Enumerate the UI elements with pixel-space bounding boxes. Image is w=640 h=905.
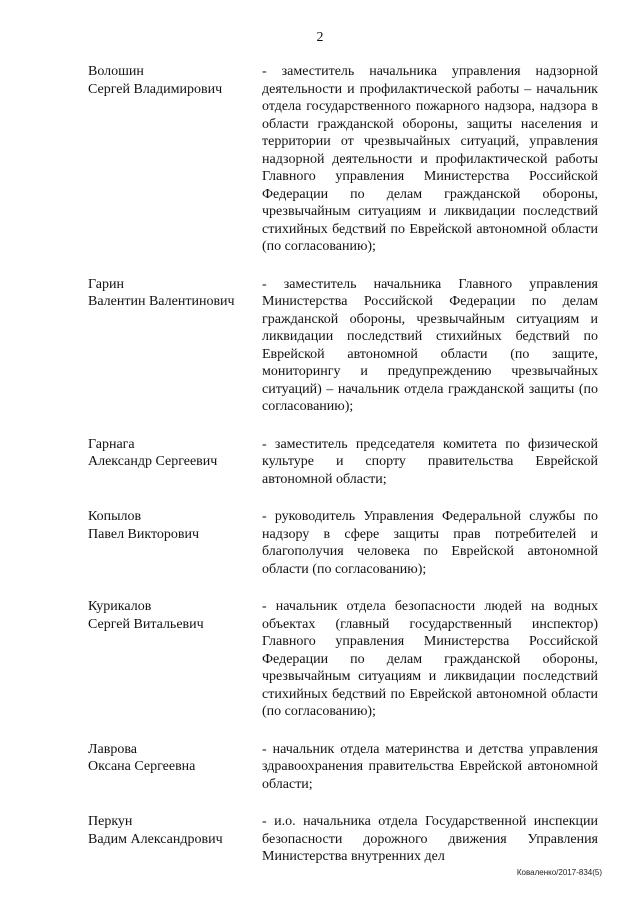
member-surname: Лаврова — [88, 741, 137, 757]
member-position: - начальник отдела материнства и детства управления здравоохранения правительства Еврейской автономной области; — [262, 741, 598, 792]
member-given-name: Валентин Валентинович — [88, 294, 235, 309]
member-entry — [88, 63, 598, 256]
member-position: - заместитель председателя комитета по физической культуре и спорту правительства Еврейской автономной области; — [262, 436, 598, 487]
member-entry — [88, 508, 598, 578]
member-list — [88, 63, 598, 886]
member-position: - заместитель начальника управления надзорной деятельности и профилактической работы – начальник отдела государственного пожарного надзора, надзора в области гражданской обороны, защиты населения и территории от чрезвычайных ситуаций, управления надзорной деятельности и профилактической работы Главного управления Министерства Российской Федерации по делам гражданской обороны, чрезвычайным ситуациям и ликвидации последствий стихийных бедствий по Еврейской автономной области (по согласованию); — [262, 64, 598, 254]
member-name — [88, 276, 262, 311]
member-surname: Копылов — [88, 509, 142, 524]
member-surname: Перкун — [88, 814, 133, 829]
member-entry — [88, 813, 598, 866]
member-given-name: Сергей Владимирович — [88, 81, 223, 97]
member-entry — [88, 598, 598, 721]
member-name — [88, 741, 262, 776]
member-given-name: Вадим Александрович — [88, 831, 223, 847]
member-name — [88, 436, 262, 471]
member-surname: Волошин — [88, 64, 144, 79]
page-number: 2 — [316, 30, 324, 45]
member-position: - начальник отдела безопасности людей на водных объектах (главный государственный инспектор) Главного управления Министерства Российской Федерации по делам гражданской обороны, чрезвычайным ситуациям и ликвидации последствий стихийных бедствий по Еврейской автономной области (по согласованию); — [262, 599, 598, 719]
member-surname: Гарнага — [88, 436, 135, 452]
member-given-name: Сергей Витальевич — [88, 616, 204, 632]
member-name — [88, 598, 262, 633]
member-entry — [88, 436, 598, 489]
member-position: - руководитель Управления Федеральной службы по надзору в сфере защиты прав потребителей и благополучия человека по Еврейской автономной области (по согласованию); — [262, 509, 598, 577]
member-given-name: Павел Викторович — [88, 526, 200, 542]
member-entry — [88, 276, 598, 416]
member-surname: Курикалов — [88, 599, 152, 614]
member-position: - заместитель начальника Главного управления Министерства Российской Федерации по делам гражданской обороны, чрезвычайным ситуациям и ликвидации последствий стихийных бедствий по Еврейской автономной области (по защите, мониторингу и предупреждению чрезвычайных ситуаций) – начальник отдела гражданской защиты (по согласованию); — [262, 276, 598, 414]
member-given-name: Оксана Сергеевна — [88, 759, 196, 774]
member-surname: Гарин — [88, 276, 124, 292]
member-name — [88, 813, 262, 848]
member-entry — [88, 741, 598, 794]
member-position: - и.о. начальника отдела Государственной инспекции безопасности дорожного движения Управления Министерства внутренних дел — [262, 814, 598, 864]
member-given-name: Александр Сергеевич — [88, 454, 218, 469]
member-name — [88, 63, 262, 98]
document-reference: Коваленко/2017-834(5) — [516, 868, 602, 877]
member-name — [88, 508, 262, 543]
